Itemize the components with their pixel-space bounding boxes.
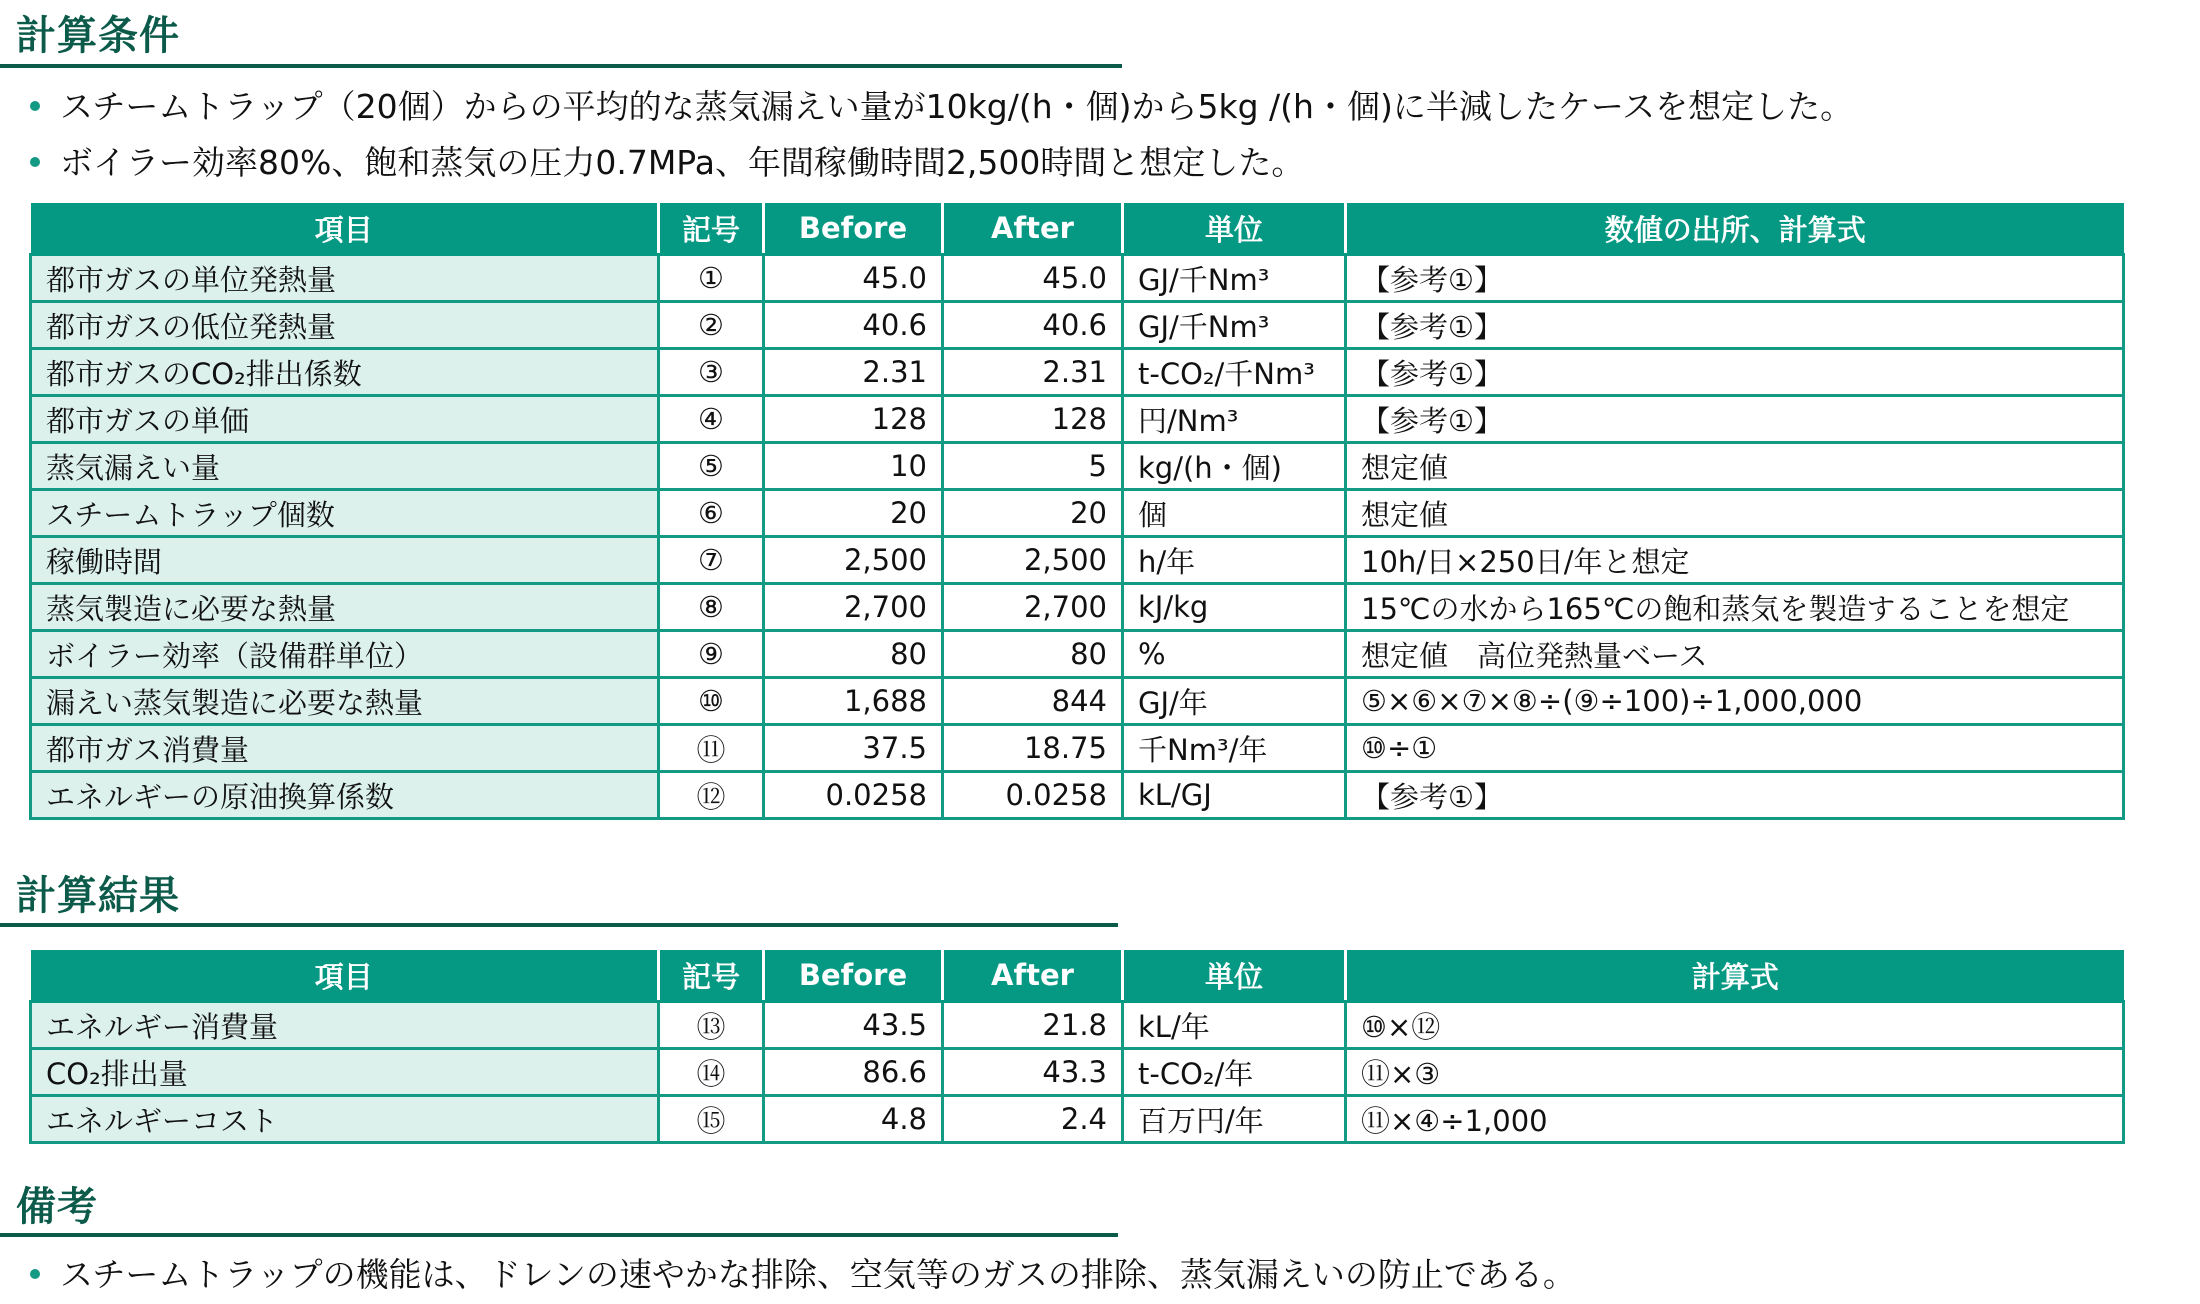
cell-item: エネルギー消費量	[31, 1002, 659, 1049]
cell-unit: kL/GJ	[1123, 772, 1346, 819]
cell-item: エネルギーコスト	[31, 1096, 659, 1143]
cell-symbol: ⑪	[659, 725, 764, 772]
section-title-results: 計算結果	[16, 873, 180, 919]
section-divider	[0, 64, 1122, 68]
cell-symbol: ⑧	[659, 584, 764, 631]
cell-before: 2,500	[764, 537, 943, 584]
cell-symbol: ③	[659, 349, 764, 396]
cell-unit: GJ/千Nm³	[1123, 302, 1346, 349]
cell-before: 86.6	[764, 1049, 943, 1096]
bullet-text: スチームトラップの機能は、ドレンの速やかな排除、空気等のガスの排除、蒸気漏えいの防止である。	[60, 1255, 1576, 1294]
cell-before: 43.5	[764, 1002, 943, 1049]
cell-unit: 千Nm³/年	[1123, 725, 1346, 772]
cell-unit: 百万円/年	[1123, 1096, 1346, 1143]
cell-source: 15℃の水から165℃の飽和蒸気を製造することを想定	[1346, 584, 2124, 631]
cell-before: 10	[764, 443, 943, 490]
cell-source: 想定値 高位発熱量ベース	[1346, 631, 2124, 678]
cell-unit: kJ/kg	[1123, 584, 1346, 631]
cell-source: 【参考①】	[1346, 396, 2124, 443]
bullet-item	[30, 87, 1853, 127]
column-header-formula: 計算式	[1346, 950, 2124, 1002]
cell-source: 【参考①】	[1346, 255, 2124, 302]
column-header-before: Before	[764, 950, 943, 1002]
cell-unit: t-CO₂/千Nm³	[1123, 349, 1346, 396]
cell-source: 想定値	[1346, 443, 2124, 490]
section-title-conditions: 計算条件	[16, 13, 180, 59]
cell-item: 漏えい蒸気製造に必要な熱量	[31, 678, 659, 725]
cell-source: 10h/日×250日/年と想定	[1346, 537, 2124, 584]
bullet-item	[30, 143, 1304, 183]
cell-before: 40.6	[764, 302, 943, 349]
cell-before: 1,688	[764, 678, 943, 725]
column-header-symbol: 記号	[659, 950, 764, 1002]
cell-symbol: ⑤	[659, 443, 764, 490]
cell-before: 45.0	[764, 255, 943, 302]
cell-after: 18.75	[943, 725, 1123, 772]
section-divider	[0, 923, 1118, 927]
bullet-dot-icon	[30, 101, 40, 111]
cell-after: 21.8	[943, 1002, 1123, 1049]
cell-unit: t-CO₂/年	[1123, 1049, 1346, 1096]
table-row	[31, 1002, 2124, 1049]
table-row	[31, 396, 2124, 443]
cell-symbol: ⑩	[659, 678, 764, 725]
cell-formula: ⑪×③	[1346, 1049, 2124, 1096]
cell-unit: GJ/千Nm³	[1123, 255, 1346, 302]
cell-after: 5	[943, 443, 1123, 490]
table-row	[31, 1049, 2124, 1096]
cell-after: 2.31	[943, 349, 1123, 396]
cell-symbol: ⑨	[659, 631, 764, 678]
cell-before: 2.31	[764, 349, 943, 396]
cell-source: 想定値	[1346, 490, 2124, 537]
cell-source: ⑩÷①	[1346, 725, 2124, 772]
column-header-unit: 単位	[1123, 203, 1346, 255]
cell-symbol: ⑭	[659, 1049, 764, 1096]
cell-after: 43.3	[943, 1049, 1123, 1096]
cell-after: 2,500	[943, 537, 1123, 584]
cell-item: 都市ガスのCO₂排出係数	[31, 349, 659, 396]
cell-before: 37.5	[764, 725, 943, 772]
cell-item: 都市ガス消費量	[31, 725, 659, 772]
table-row	[31, 678, 2124, 725]
cell-after: 2.4	[943, 1096, 1123, 1143]
column-header-before: Before	[764, 203, 943, 255]
table-row	[31, 349, 2124, 396]
cell-item: エネルギーの原油換算係数	[31, 772, 659, 819]
cell-symbol: ⑬	[659, 1002, 764, 1049]
cell-after: 40.6	[943, 302, 1123, 349]
table-row	[31, 255, 2124, 302]
bullet-dot-icon	[30, 1269, 40, 1279]
cell-formula: ⑪×④÷1,000	[1346, 1096, 2124, 1143]
cell-item: ボイラー効率（設備群単位）	[31, 631, 659, 678]
cell-item: 都市ガスの単位発熱量	[31, 255, 659, 302]
cell-unit: 個	[1123, 490, 1346, 537]
cell-unit: %	[1123, 631, 1346, 678]
cell-item: 稼働時間	[31, 537, 659, 584]
cell-after: 80	[943, 631, 1123, 678]
column-header-item: 項目	[31, 950, 659, 1002]
results-table	[29, 950, 2125, 1144]
cell-symbol: ⑦	[659, 537, 764, 584]
cell-symbol: ④	[659, 396, 764, 443]
cell-unit: h/年	[1123, 537, 1346, 584]
bullet-item	[30, 1255, 1576, 1295]
cell-before: 80	[764, 631, 943, 678]
cell-source: 【参考①】	[1346, 302, 2124, 349]
cell-after: 844	[943, 678, 1123, 725]
cell-before: 4.8	[764, 1096, 943, 1143]
cell-item: 蒸気漏えい量	[31, 443, 659, 490]
cell-before: 0.0258	[764, 772, 943, 819]
cell-symbol: ②	[659, 302, 764, 349]
column-header-symbol: 記号	[659, 203, 764, 255]
table-row	[31, 772, 2124, 819]
bullet-text: ボイラー効率80%、飽和蒸気の圧力0.7MPa、年間稼働時間2,500時間と想定した。	[60, 143, 1305, 182]
cell-item: 都市ガスの低位発熱量	[31, 302, 659, 349]
cell-after: 0.0258	[943, 772, 1123, 819]
cell-unit: kL/年	[1123, 1002, 1346, 1049]
bullet-dot-icon	[30, 157, 40, 167]
cell-before: 20	[764, 490, 943, 537]
conditions-table	[29, 203, 2125, 820]
table-row	[31, 631, 2124, 678]
column-header-item: 項目	[31, 203, 659, 255]
cell-after: 128	[943, 396, 1123, 443]
cell-before: 2,700	[764, 584, 943, 631]
cell-after: 45.0	[943, 255, 1123, 302]
table-row	[31, 443, 2124, 490]
cell-unit: GJ/年	[1123, 678, 1346, 725]
cell-before: 128	[764, 396, 943, 443]
cell-unit: kg/(h・個)	[1123, 443, 1346, 490]
column-header-unit: 単位	[1123, 950, 1346, 1002]
column-header-after: After	[943, 950, 1123, 1002]
cell-symbol: ①	[659, 255, 764, 302]
cell-source: ⑤×⑥×⑦×⑧÷(⑨÷100)÷1,000,000	[1346, 678, 2124, 725]
section-title-notes: 備考	[16, 1184, 98, 1230]
cell-formula: ⑩×⑫	[1346, 1002, 2124, 1049]
cell-source: 【参考①】	[1346, 349, 2124, 396]
table-row	[31, 584, 2124, 631]
cell-item: CO₂排出量	[31, 1049, 659, 1096]
table-header-row	[31, 950, 2124, 1002]
column-header-after: After	[943, 203, 1123, 255]
bullet-text: スチームトラップ（20個）からの平均的な蒸気漏えい量が10kg/(h・個)から5kg /(h・個)に半減したケースを想定した。	[60, 87, 1854, 126]
column-header-source: 数値の出所、計算式	[1346, 203, 2124, 255]
cell-source: 【参考①】	[1346, 772, 2124, 819]
table-row	[31, 490, 2124, 537]
cell-symbol: ⑫	[659, 772, 764, 819]
cell-after: 20	[943, 490, 1123, 537]
table-row	[31, 1096, 2124, 1143]
cell-symbol: ⑥	[659, 490, 764, 537]
table-row	[31, 725, 2124, 772]
cell-item: 都市ガスの単価	[31, 396, 659, 443]
cell-item: 蒸気製造に必要な熱量	[31, 584, 659, 631]
cell-symbol: ⑮	[659, 1096, 764, 1143]
cell-unit: 円/Nm³	[1123, 396, 1346, 443]
table-header-row	[31, 203, 2124, 255]
section-divider	[0, 1233, 1118, 1237]
table-row	[31, 302, 2124, 349]
cell-after: 2,700	[943, 584, 1123, 631]
cell-item: スチームトラップ個数	[31, 490, 659, 537]
table-row	[31, 537, 2124, 584]
